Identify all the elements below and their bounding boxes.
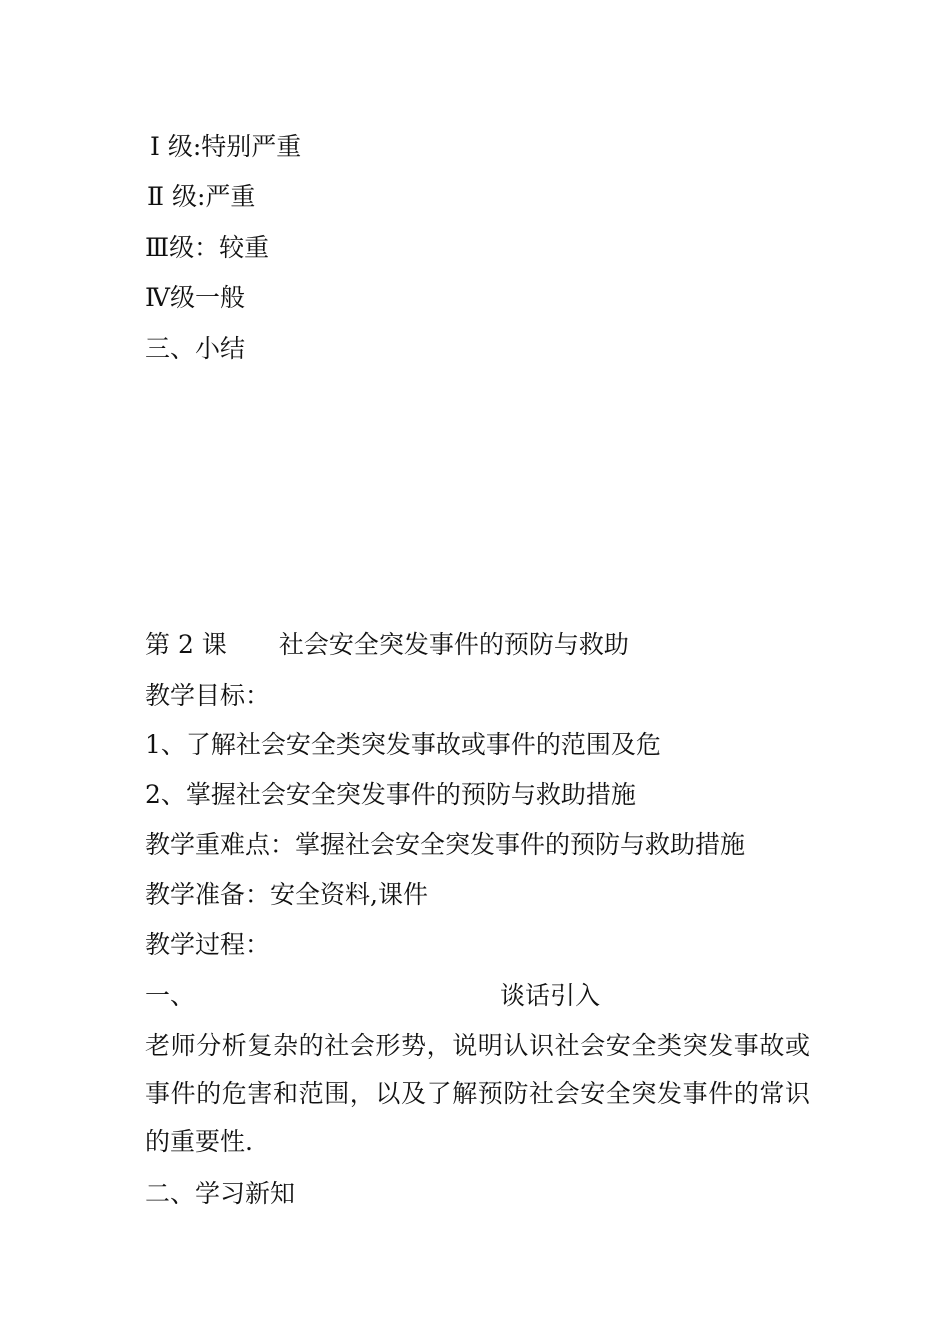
- intro-paragraph: 老师分析复杂的社会形势，说明认识社会安全类突发事故或事件的危害和范围，以及了解预防社会安全突发事件的常识的重要性.: [145, 1031, 810, 1156]
- lesson-name: 社会安全突发事件的预防与救助: [278, 630, 629, 659]
- goal-item-2: 2、掌握社会安全突发事件的预防与救助措施: [145, 780, 636, 809]
- level-2: Ⅱ 级:严重: [147, 182, 256, 211]
- level-3: Ⅲ级：较重: [145, 233, 270, 262]
- section-two-heading: 二、学习新知: [145, 1179, 296, 1208]
- key-points: 教学重难点：掌握社会安全突发事件的预防与救助措施: [145, 830, 746, 859]
- section-one-number: 一、: [145, 981, 196, 1010]
- level-1: Ⅰ 级:特别严重: [150, 132, 302, 161]
- level-4: Ⅳ级一般: [145, 283, 245, 312]
- lesson-title: [145, 629, 629, 661]
- summary-heading: 三、小结: [145, 334, 246, 363]
- goal-item-1: 1、了解社会安全类突发事故或事件的范围及危: [145, 730, 661, 759]
- section-one-title: 谈话引入: [500, 981, 601, 1010]
- goals-heading: 教学目标：: [145, 681, 271, 710]
- lesson-number: 第 2 课: [145, 630, 227, 659]
- process-heading: 教学过程：: [145, 930, 271, 959]
- preparation: 教学准备：安全资料,课件: [145, 880, 428, 909]
